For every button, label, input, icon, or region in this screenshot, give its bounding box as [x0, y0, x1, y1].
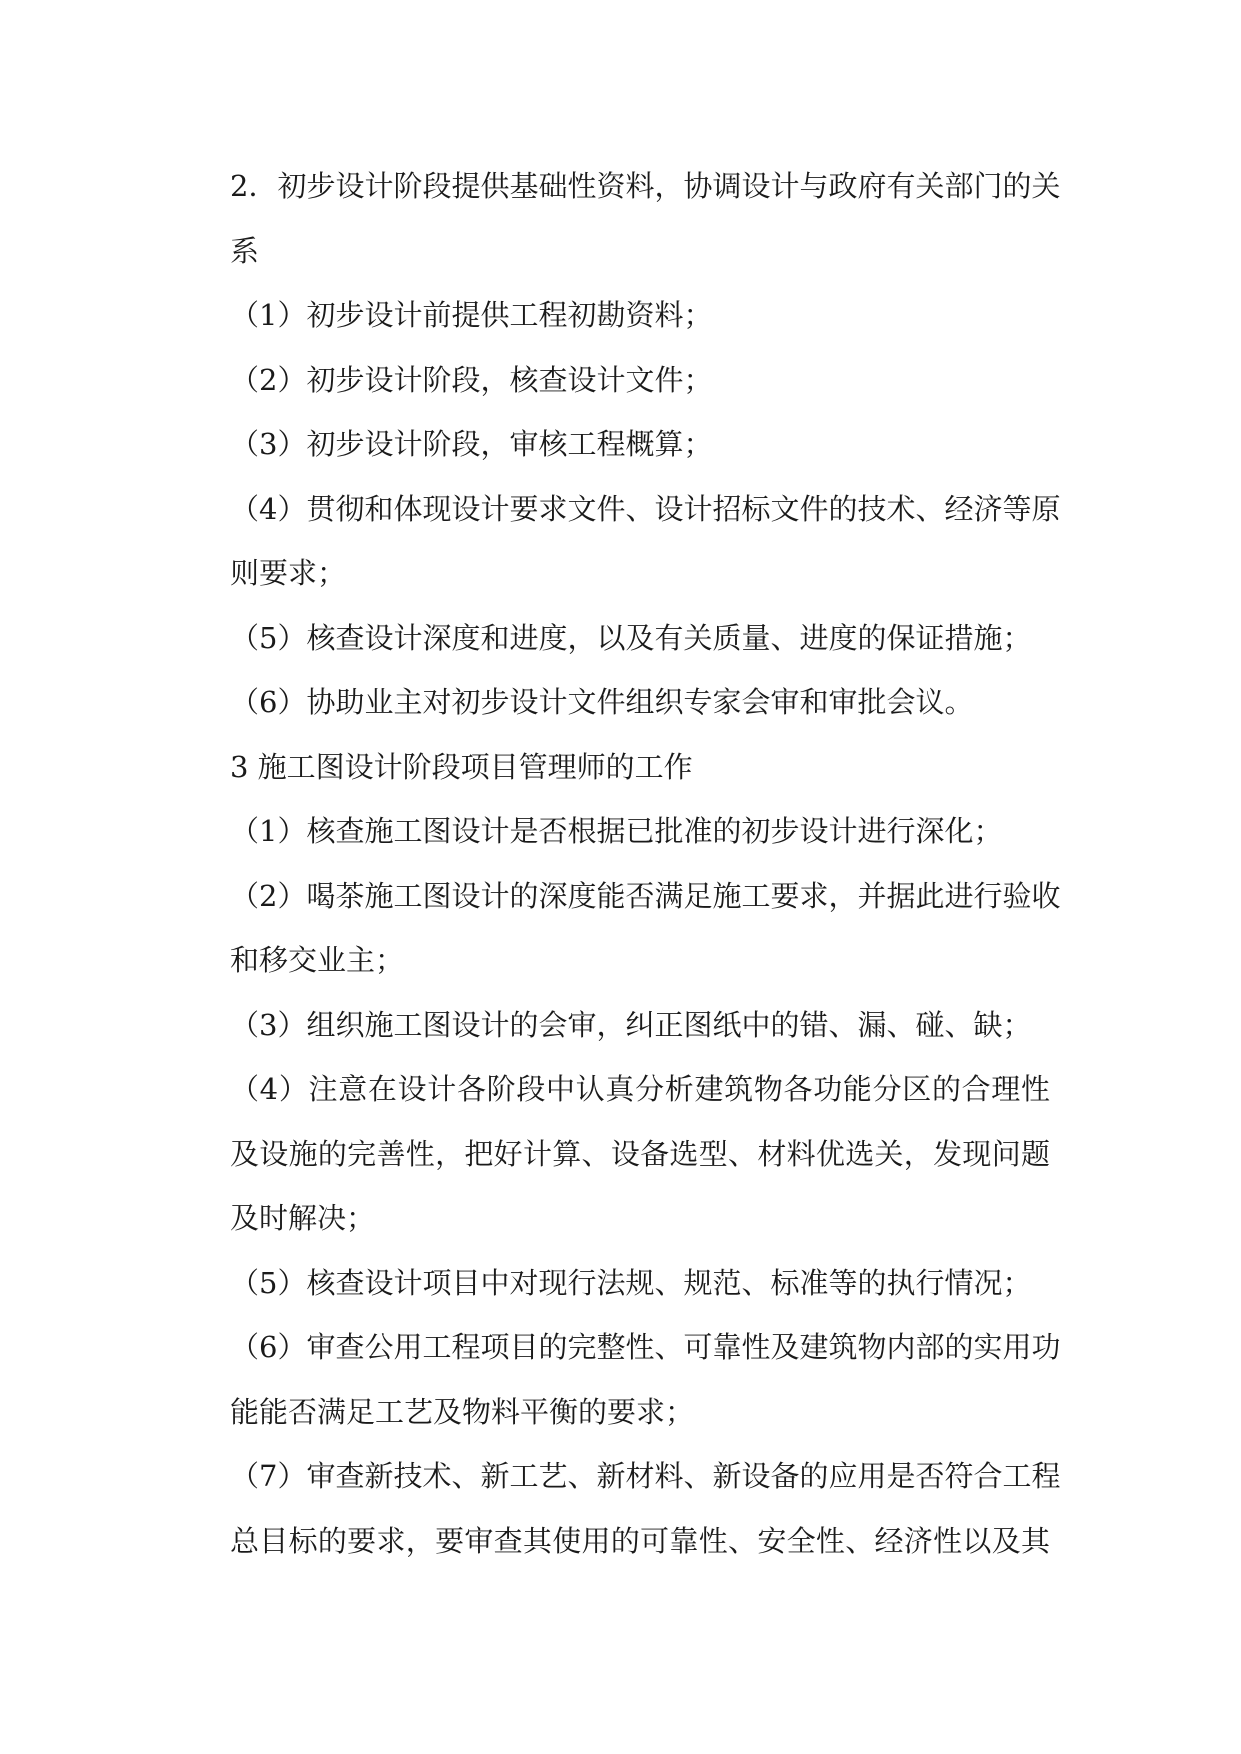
- list-item: （1）核查施工图设计是否根据已批准的初步设计进行深化；: [230, 814, 1003, 848]
- list-item: （2）喝茶施工图设计的深度能否满足施工要求，并据此进行验收: [230, 878, 1061, 913]
- list-item: （7）审查新技术、新工艺、新材料、新设备的应用是否符合工程: [230, 1459, 1061, 1493]
- list-item: （1）初步设计前提供工程初勘资料；: [230, 298, 713, 332]
- text-line: 及设施的完善性，把好计算、设备选型、材料优选关，发现问题: [230, 1136, 1050, 1171]
- text-line: 系: [230, 233, 260, 268]
- list-item: （4）注意在设计各阶段中认真分析建筑物各功能分区的合理性: [230, 1072, 1050, 1106]
- list-item: （2）初步设计阶段，核查设计文件；: [230, 362, 713, 397]
- heading-section-2: 2．初步设计阶段提供基础性资料，协调设计与政府有关部门的关: [230, 169, 1061, 203]
- list-item: （6）审查公用工程项目的完整性、可靠性及建筑物内部的实用功: [230, 1330, 1061, 1364]
- text-line: 总目标的要求，要审查其使用的可靠性、安全性、经济性以及其: [230, 1523, 1050, 1558]
- text-line: 及时解决；: [230, 1201, 376, 1235]
- list-item: （4）贯彻和体现设计要求文件、设计招标文件的技术、经济等原: [230, 491, 1061, 526]
- text-line: 和移交业主；: [230, 943, 405, 977]
- list-item: （3）组织施工图设计的会审，纠正图纸中的错、漏、碰、缺；: [230, 1007, 1032, 1042]
- heading-section-3: 3 施工图设计阶段项目管理师的工作: [230, 749, 693, 784]
- text-line: 则要求；: [230, 556, 347, 590]
- list-item: （3）初步设计阶段，审核工程概算；: [230, 427, 713, 461]
- list-item: （5）核查设计深度和进度，以及有关质量、进度的保证措施；: [230, 620, 1032, 655]
- list-item: （5）核查设计项目中对现行法规、规范、标准等的执行情况；: [230, 1265, 1032, 1300]
- document-body: [230, 154, 1061, 1573]
- list-item: （6）协助业主对初步设计文件组织专家会审和审批会议。: [230, 685, 974, 719]
- text-line: 能能否满足工艺及物料平衡的要求；: [230, 1394, 695, 1429]
